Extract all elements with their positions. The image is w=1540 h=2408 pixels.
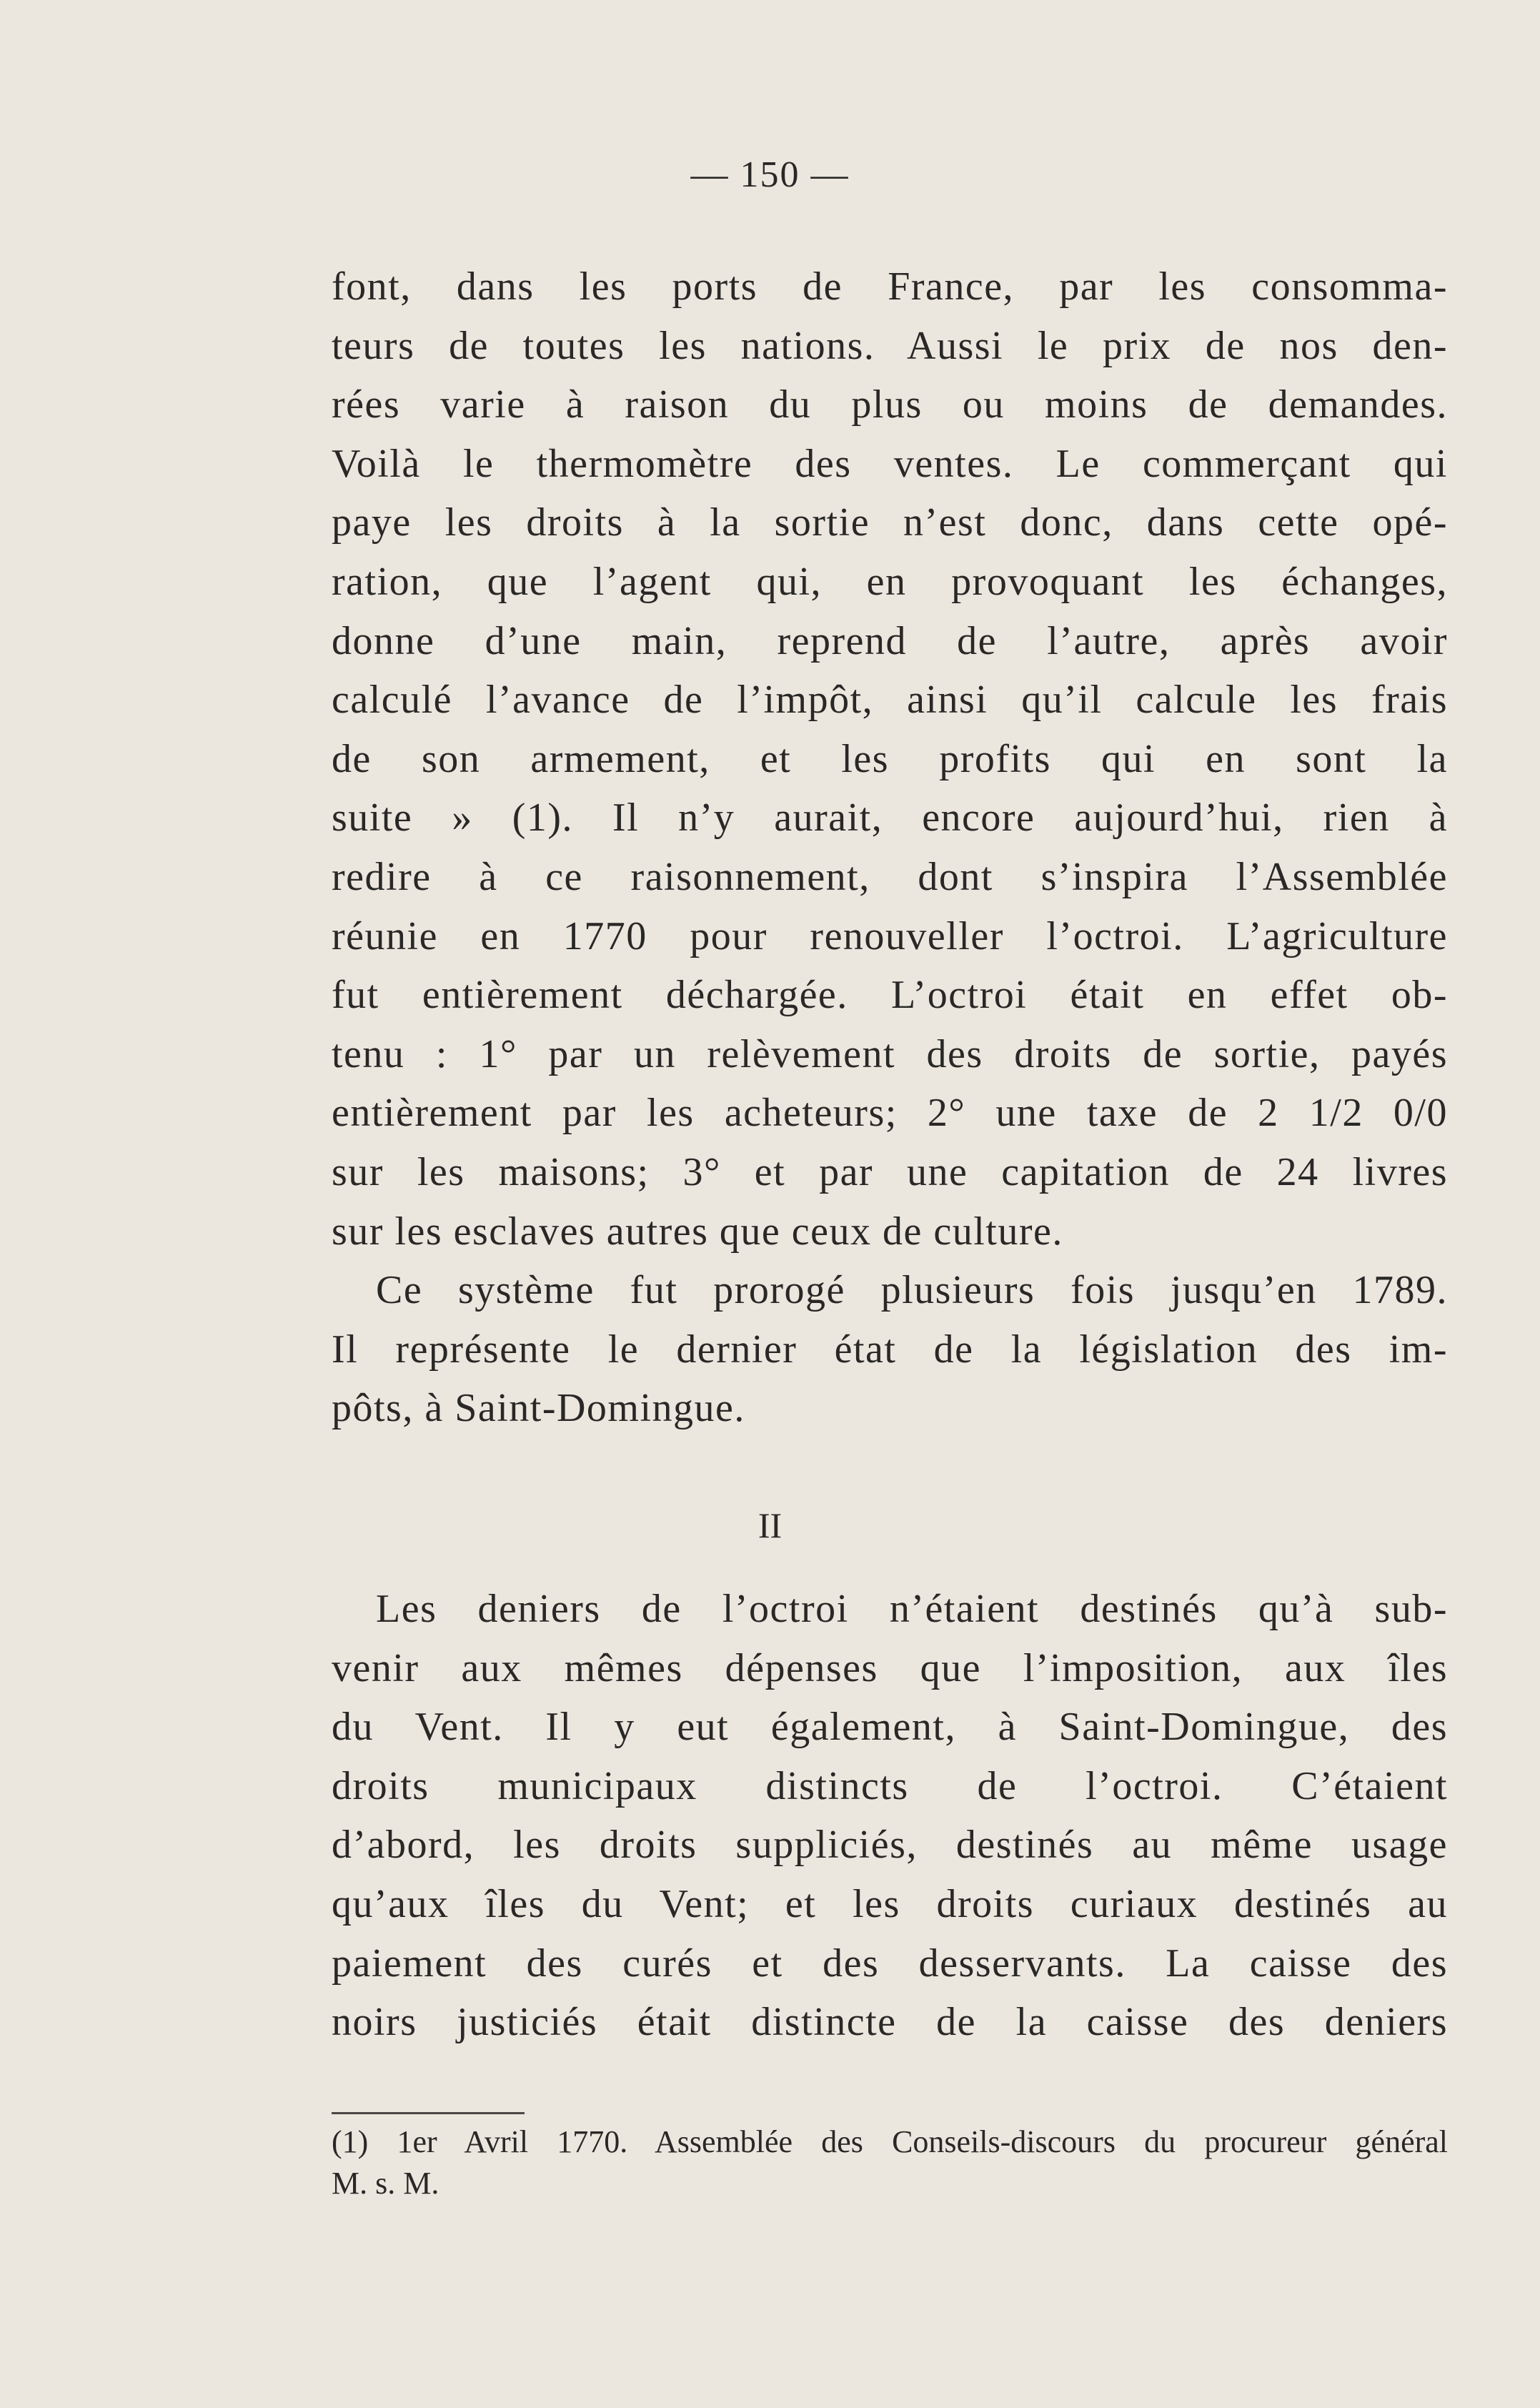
- text-line: qu’aux îles du Vent; et les droits curiaux destinés au: [332, 1881, 1448, 1926]
- footnote-line: (1) 1er Avril 1770. Assemblée des Conseils-discours du procureur général: [332, 2124, 1448, 2159]
- text-line: ration, que l’agent qui, en provoquant les échanges,: [332, 559, 1448, 604]
- text-line: Ce système fut prorogé plusieurs fois jusqu’en 1789.: [376, 1268, 1448, 1313]
- text-line: tenu : 1° par un relèvement des droits de sortie, payés: [332, 1031, 1448, 1076]
- text-line: d’abord, les droits suppliciés, destinés au même usage: [332, 1823, 1448, 1868]
- text-line: redire à ce raisonnement, dont s’inspira l’Assemblée: [332, 854, 1448, 899]
- text-line: droits municipaux distincts de l’octroi. C’étaient: [332, 1763, 1448, 1808]
- text-line: suite » (1). Il n’y aurait, encore aujourd’hui, rien à: [332, 796, 1448, 841]
- text-line: de son armement, et les profits qui en sont la: [332, 736, 1448, 781]
- text-line: noirs justiciés était distincte de la caisse des deniers: [332, 2000, 1448, 2045]
- text-line: sur les maisons; 3° et par une capitation de 24 livres: [332, 1149, 1448, 1194]
- text-line: Les deniers de l’octroi n’étaient destinés qu’à sub-: [376, 1587, 1448, 1631]
- text-line: paye les droits à la sortie n’est donc, dans cette opé-: [332, 500, 1448, 545]
- text-line: paiement des curés et des desservants. La caisse des: [332, 1941, 1448, 1986]
- text-line: font, dans les ports de France, par les consomma-: [332, 264, 1448, 309]
- text-line: Il représente le dernier état de la législation des im-: [332, 1327, 1448, 1372]
- text-line: sur les esclaves autres que ceux de culture.: [332, 1209, 1063, 1254]
- text-line: fut entièrement déchargée. L’octroi était en effet ob-: [332, 973, 1448, 1018]
- text-line: du Vent. Il y eut également, à Saint-Domingue, des: [332, 1705, 1448, 1750]
- footnote: [332, 2121, 1448, 2204]
- text-line: pôts, à Saint-Domingue.: [332, 1386, 745, 1431]
- footnote-line: M. s. M.: [332, 2166, 439, 2201]
- text-line: entièrement par les acheteurs; 2° une taxe de 2 1/2 0/0: [332, 1091, 1448, 1136]
- text-line: rées varie à raison du plus ou moins de demandes.: [332, 382, 1448, 427]
- text-line: venir aux mêmes dépenses que l’imposition, aux îles: [332, 1645, 1448, 1690]
- page-number: — 150 —: [690, 154, 850, 195]
- text-line: réunie en 1770 pour renouveller l’octroi. L’agriculture: [332, 913, 1448, 958]
- section-number: II: [757, 1505, 783, 1545]
- text-line: Voilà le thermomètre des ventes. Le commerçant qui: [332, 441, 1448, 486]
- text-line: calculé l’avance de l’impôt, ainsi qu’il calcule les frais: [332, 678, 1448, 723]
- main-text-bottom: [332, 1580, 1448, 2052]
- main-text-top: [332, 257, 1448, 1438]
- footnote-divider: [332, 2112, 525, 2114]
- text-line: teurs de toutes les nations. Aussi le prix de nos den-: [332, 323, 1448, 368]
- text-line: donne d’une main, reprend de l’autre, après avoir: [332, 618, 1448, 663]
